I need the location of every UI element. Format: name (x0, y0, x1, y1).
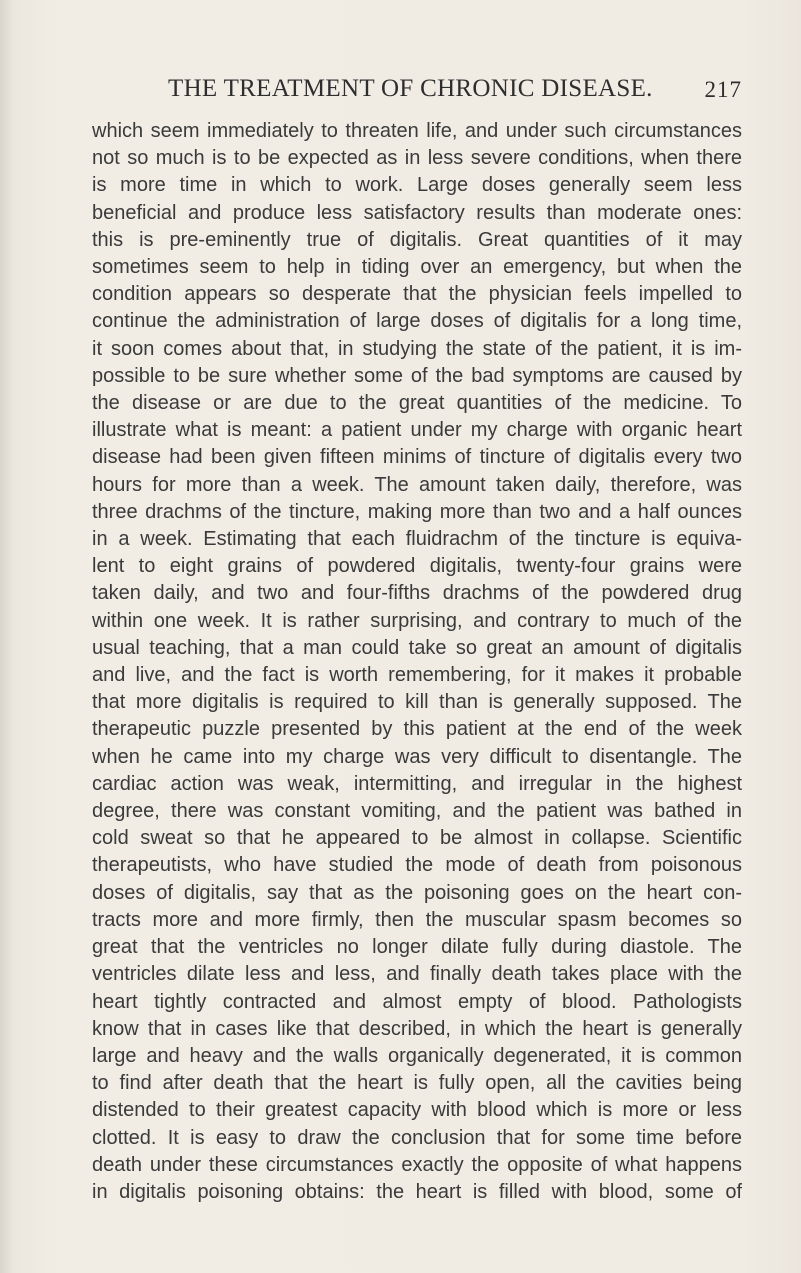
text-line: in digitalis poisoning obtains: the heart is filled with blood, some of (92, 1180, 742, 1203)
text-line: within one week. It is rather surprising, and contrary to much of the (92, 609, 742, 632)
text-line: hours for more than a week. The amount taken daily, therefore, was (92, 473, 742, 496)
text-line: degree, there was constant vomiting, and the patient was bathed in (92, 800, 742, 823)
text-line: is more time in which to work. Large doses generally seem less (92, 174, 742, 197)
text-line: death under these circumstances exactly the opposite of what happens (92, 1153, 742, 1176)
running-title: THE TREATMENT OF CHRONIC DISEASE. (168, 75, 653, 102)
body-text (92, 118, 742, 1206)
text-line: when he came into my charge was very difficult to disentangle. The (92, 745, 742, 768)
text-line: taken daily, and two and four-fifths drachms of the powdered drug (92, 582, 742, 605)
text-line: possible to be sure whether some of the bad symptoms are caused by (92, 364, 742, 387)
text-line: lent to eight grains of powdered digitalis, twenty-four grains were (92, 555, 742, 578)
text-line: disease had been given fifteen minims of tincture of digitalis every two (92, 446, 742, 469)
text-line: not so much is to be expected as in less severe conditions, when there (92, 147, 742, 170)
text-line: beneficial and produce less satisfactory results than moderate ones: (92, 201, 742, 224)
text-line: it soon comes about that, in studying the state of the patient, it is im- (92, 337, 742, 360)
text-line: ventricles dilate less and less, and finally death takes place with the (92, 963, 742, 986)
text-line: that more digitalis is required to kill than is generally supposed. The (92, 691, 742, 714)
page-number: 217 (704, 77, 742, 102)
text-line: condition appears so desperate that the physician feels impelled to (92, 283, 742, 306)
text-line: cardiac action was weak, intermitting, and irregular in the highest (92, 772, 742, 795)
text-line: and live, and the fact is worth remembering, for it makes it probable (92, 664, 742, 687)
text-line: therapeutists, who have studied the mode of death from poisonous (92, 854, 742, 877)
text-line: sometimes seem to help in tiding over an emergency, but when the (92, 256, 742, 279)
text-line: doses of digitalis, say that as the poisoning goes on the heart con- (92, 881, 742, 904)
text-line: clotted. It is easy to draw the conclusion that for some time before (92, 1126, 742, 1149)
text-line: usual teaching, that a man could take so great an amount of digitalis (92, 636, 742, 659)
text-line: which seem immediately to threaten life, and under such circumstances (92, 120, 742, 142)
text-line: distended to their greatest capacity with blood which is more or less (92, 1099, 742, 1122)
text-line: great that the ventricles no longer dilate fully during diastole. The (92, 936, 742, 959)
text-line: know that in cases like that described, in which the heart is generally (92, 1017, 742, 1040)
text-line: the disease or are due to the great quantities of the medicine. To (92, 392, 742, 415)
text-line: large and heavy and the walls organically degenerated, it is common (92, 1044, 742, 1067)
text-line: three drachms of the tincture, making more than two and a half ounces (92, 500, 742, 523)
text-line: in a week. Estimating that each fluidrachm of the tincture is equiva- (92, 528, 742, 551)
text-line: tracts more and more firmly, then the muscular spasm becomes so (92, 908, 742, 931)
text-line: heart tightly contracted and almost empty of blood. Pathologists (92, 990, 742, 1013)
text-line: therapeutic puzzle presented by this patient at the end of the week (92, 718, 742, 741)
page-header (92, 75, 742, 115)
text-line: this is pre-eminently true of digitalis. Great quantities of it may (92, 228, 742, 251)
text-line: continue the administration of large doses of digitalis for a long time, (92, 310, 742, 333)
text-line: illustrate what is meant: a patient under my charge with organic heart (92, 419, 742, 442)
text-line: cold sweat so that he appeared to be almost in collapse. Scientific (92, 827, 742, 850)
text-line: to find after death that the heart is fully open, all the cavities being (92, 1072, 742, 1095)
